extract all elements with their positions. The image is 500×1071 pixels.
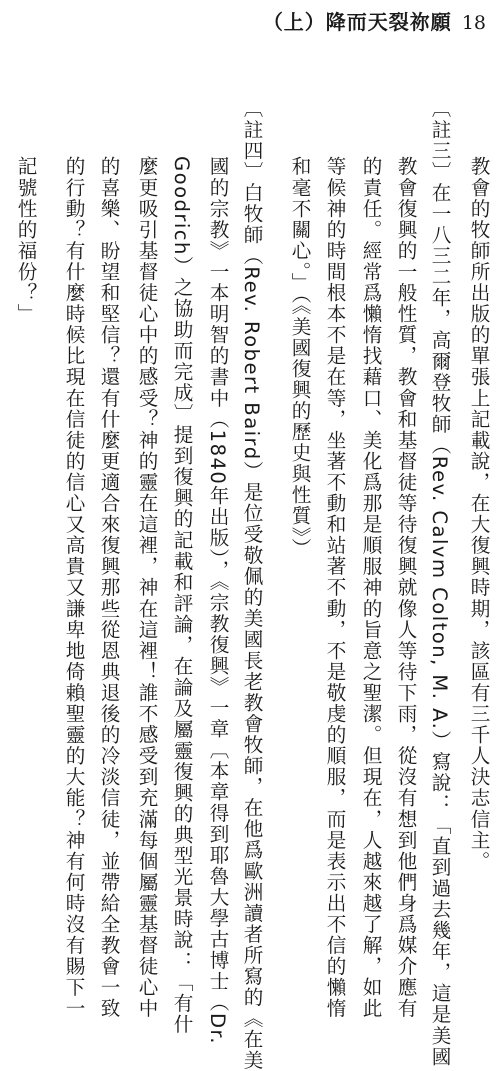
text-column: 的行動？有什麼時候比現在信徒的信心又高貴又謙卑地倚賴聖靈的大能？神有何時沒有賜下一: [62, 156, 85, 1020]
text-column: 的責任。經常爲懶惰找藉口、美化爲那是順服神的旨意之聖潔。但現在，人越來越了解，如此: [359, 156, 382, 1020]
text-column: 教會的牧師所出版的單張上記載說，在大復興時期，該區有三千人決志信主。: [467, 156, 490, 872]
page-number: 18: [461, 12, 486, 34]
text-column: 的喜樂、盼望和堅信？還有什麼更適合來復興那些從恩典退後的冷淡信徒，並帶給全教會一致: [97, 156, 120, 1020]
footnote-3: 〔註三〕在一八三二年，高爾登牧師（Rev. Calvm Colton, M. A.）寫說：「直到過去幾年，這是美國: [428, 98, 451, 1068]
footnote-4: 〔註四〕白牧師（Rev. Robert Baird）是位受敬佩的美國長老教會牧師，在他爲歐洲讀者所寫的《在美: [240, 98, 263, 1071]
running-title: （上）降而天裂祢願: [262, 10, 452, 34]
page-header: [263, 6, 486, 35]
text-column: 教會復興的一般性質，教會和基督徒等待復興就像人等待下雨，從沒有想到他們身爲媒介應有: [394, 156, 417, 1020]
text-column: Goodrich）之協助而完成〕提到復興的記載和評論，在論及屬靈復興的典型光景時說：「有什: [170, 156, 193, 1035]
text-column: 等候神的時間根本不是在等，坐著不動和站著不動，不是敬虔的順服，而是表示出不信的懶惰: [323, 156, 346, 1020]
text-column: 和毫不關心。」（《美國復興的歷史與性質》）: [288, 156, 311, 559]
text-column: 國的宗教》一本明智的書中（1840年出版），《宗教復興》一章〔本章得到耶魯大學古博士（Dr.: [206, 156, 229, 1045]
text-column: 記號性的福份？」: [14, 156, 37, 325]
text-column: 麼更吸引基督徒心中的感受？神的靈在這裡，神在這裡！誰不感受到充滿每個屬靈基督徒心中: [135, 156, 158, 1020]
